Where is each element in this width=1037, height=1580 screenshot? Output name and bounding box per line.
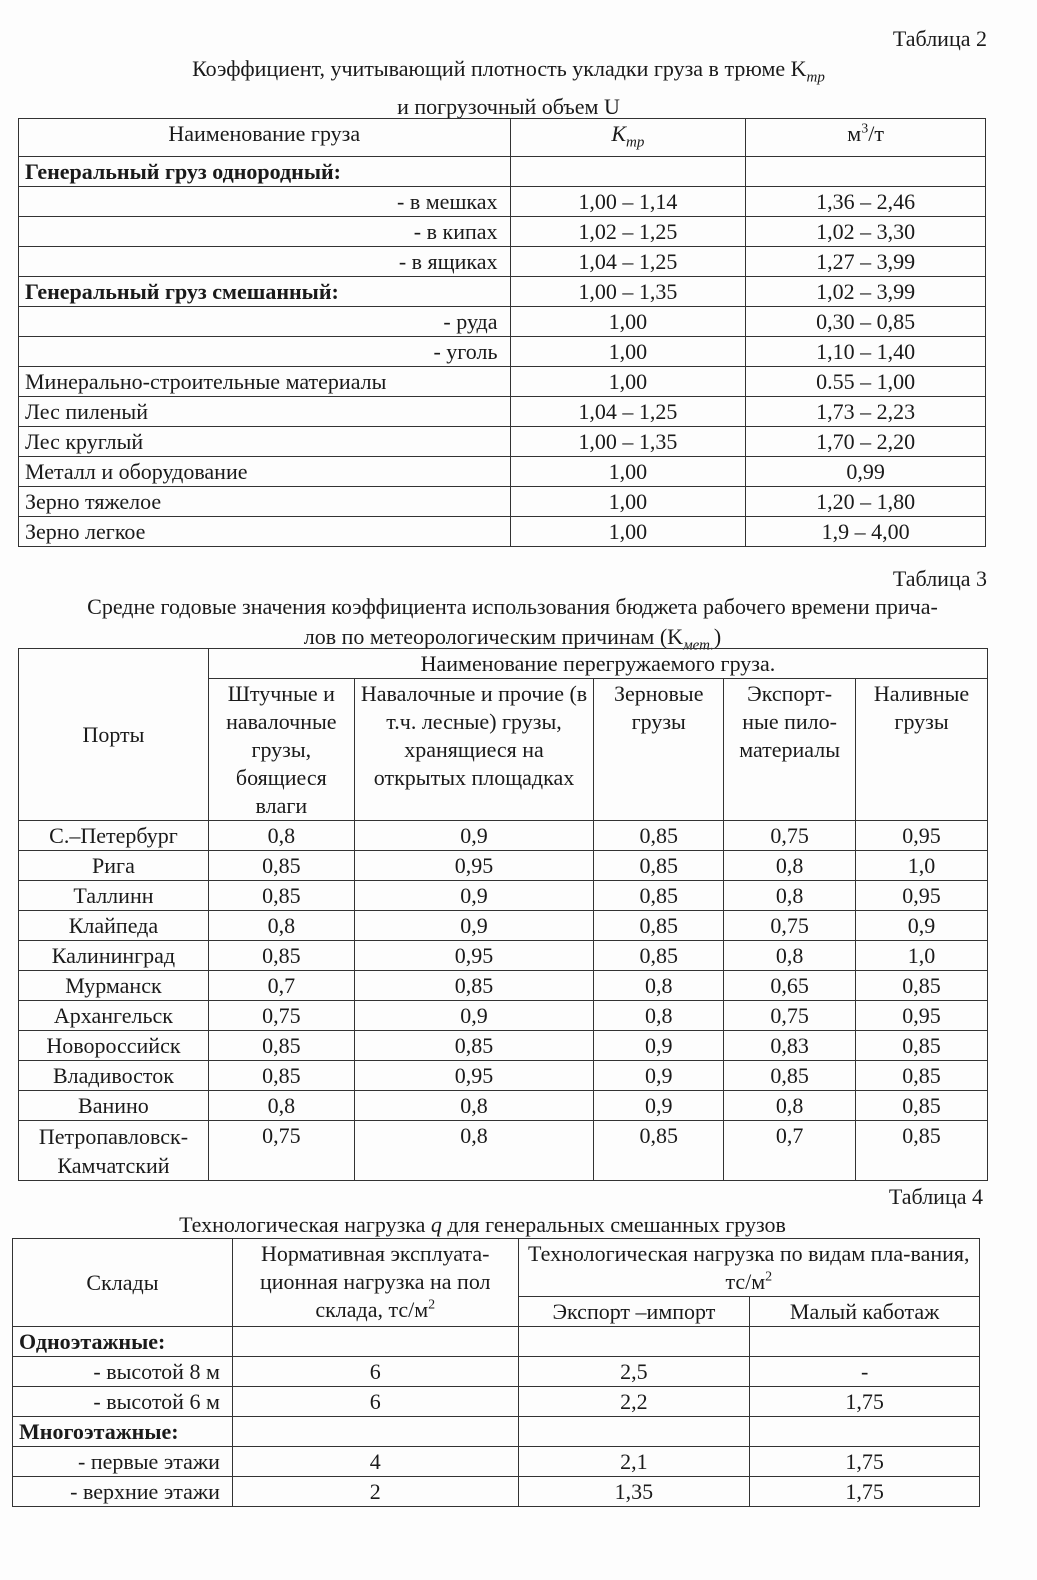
export-load-cell <box>518 1327 750 1357</box>
table3 <box>18 648 988 1181</box>
cargo-name-cell: - руда <box>19 307 511 337</box>
table-row <box>13 1417 980 1447</box>
coefficient-cell: 0,75 <box>208 1001 354 1031</box>
table2-header-k <box>510 119 746 157</box>
volume-value-cell: 1,02 – 3,99 <box>746 277 986 307</box>
coefficient-cell: 1,0 <box>856 851 988 881</box>
export-load-cell: 1,35 <box>518 1477 750 1507</box>
coefficient-cell: 0,8 <box>208 1091 354 1121</box>
coefficient-cell: 0,95 <box>856 821 988 851</box>
volume-value-cell: 1,10 – 1,40 <box>746 337 986 367</box>
table3-header-col2: Навалочные и прочие (в т.ч. лесные) грузы, хранящиеся на открытых площадках <box>354 679 594 821</box>
table-row <box>19 217 986 247</box>
port-name-cell: Архангельск <box>19 1001 209 1031</box>
cabotage-load-cell: - <box>750 1357 980 1387</box>
k-value-cell: 1,04 – 1,25 <box>510 247 746 277</box>
port-name-cell: Ванино <box>19 1091 209 1121</box>
coefficient-cell: 0,8 <box>724 851 856 881</box>
cargo-name-cell: - в ящиках <box>19 247 511 277</box>
cabotage-load-cell: 1,75 <box>750 1387 980 1417</box>
table-row <box>19 1061 988 1091</box>
coefficient-cell: 0,9 <box>594 1061 724 1091</box>
port-name-cell: С.–Петербург <box>19 821 209 851</box>
export-load-cell: 2,1 <box>518 1447 750 1477</box>
table-row <box>19 247 986 277</box>
table-row <box>13 1357 980 1387</box>
warehouse-name-cell: - верхние этажи <box>13 1477 233 1507</box>
cargo-name-cell: Зерно легкое <box>19 517 511 547</box>
coefficient-cell: 0,8 <box>724 941 856 971</box>
port-name-cell: Мурманск <box>19 971 209 1001</box>
coefficient-cell: 0,85 <box>208 881 354 911</box>
coefficient-cell: 0,75 <box>208 1121 354 1181</box>
table2-header-vol-sup: 3 <box>861 121 869 137</box>
table-row <box>19 911 988 941</box>
table3-title-end: ) <box>713 624 722 649</box>
coefficient-cell: 0,85 <box>208 941 354 971</box>
coefficient-cell: 0,75 <box>724 1001 856 1031</box>
coefficient-cell: 0,85 <box>208 1031 354 1061</box>
table2-header-k-text: K <box>611 121 627 146</box>
k-value-cell: 1,00 <box>510 367 746 397</box>
coefficient-cell: 0,83 <box>724 1031 856 1061</box>
coefficient-cell: 0,7 <box>724 1121 856 1181</box>
cargo-name-cell: Зерно тяжелое <box>19 487 511 517</box>
coefficient-cell: 0,95 <box>856 881 988 911</box>
coefficient-cell: 0,8 <box>208 821 354 851</box>
export-load-cell: 2,5 <box>518 1357 750 1387</box>
volume-value-cell: 0,99 <box>746 457 986 487</box>
table3-header-group: Наименование перегружаемого груза. <box>208 649 987 679</box>
cargo-name-cell: - в кипах <box>19 217 511 247</box>
k-value-cell: 1,00 – 1,14 <box>510 187 746 217</box>
port-name-cell: Рига <box>19 851 209 881</box>
coefficient-cell: 0,8 <box>594 971 724 1001</box>
coefficient-cell: 0,85 <box>594 941 724 971</box>
coefficient-cell: 0,9 <box>354 821 594 851</box>
coefficient-cell: 0,85 <box>856 1031 988 1061</box>
table4-header-tech-text: Технологическая нагрузка по видам пла-вания, тс/м <box>528 1241 970 1294</box>
table-row <box>13 1327 980 1357</box>
coefficient-cell: 0,8 <box>594 1001 724 1031</box>
table-row <box>19 821 988 851</box>
table3-header-row1 <box>19 649 988 679</box>
cargo-name-cell: Генеральный груз смешанный: <box>19 277 511 307</box>
cargo-name-cell: Лес круглый <box>19 427 511 457</box>
warehouse-name-cell: Одноэтажные: <box>13 1327 233 1357</box>
norm-load-cell: 2 <box>232 1477 518 1507</box>
table3-body <box>19 821 988 1181</box>
table4-title-a: Технологическая нагрузка <box>179 1212 431 1237</box>
table-row <box>19 1031 988 1061</box>
table-row <box>13 1447 980 1477</box>
k-value-cell: 1,00 <box>510 307 746 337</box>
volume-value-cell: 1,27 – 3,99 <box>746 247 986 277</box>
coefficient-cell: 0,85 <box>594 1121 724 1181</box>
table-row <box>19 427 986 457</box>
table-row <box>19 337 986 367</box>
volume-value-cell: 0.55 – 1,00 <box>746 367 986 397</box>
coefficient-cell: 0,65 <box>724 971 856 1001</box>
table3-header-col4: Экспорт-ные пило-материалы <box>724 679 856 821</box>
table-row <box>19 517 986 547</box>
norm-load-cell: 6 <box>232 1387 518 1417</box>
table4-title <box>0 1210 1001 1240</box>
norm-load-cell <box>232 1327 518 1357</box>
norm-load-cell: 4 <box>232 1447 518 1477</box>
coefficient-cell: 0,95 <box>856 1001 988 1031</box>
volume-value-cell: 1,36 – 2,46 <box>746 187 986 217</box>
port-name-cell: Таллинн <box>19 881 209 911</box>
warehouse-name-cell: - высотой 8 м <box>13 1357 233 1387</box>
table-row <box>19 397 986 427</box>
cabotage-load-cell: 1,75 <box>750 1447 980 1477</box>
coefficient-cell: 0,95 <box>354 941 594 971</box>
table-row <box>19 307 986 337</box>
table4-title-b: для генеральных смешанных грузов <box>441 1212 786 1237</box>
coefficient-cell: 0,95 <box>354 1061 594 1091</box>
coefficient-cell: 0,85 <box>856 971 988 1001</box>
coefficient-cell: 0,9 <box>594 1031 724 1061</box>
cabotage-load-cell <box>750 1327 980 1357</box>
table4-header-warehouses: Склады <box>13 1239 233 1327</box>
coefficient-cell: 0,95 <box>354 851 594 881</box>
coefficient-cell: 0,75 <box>724 911 856 941</box>
table4-header-norm <box>232 1239 518 1327</box>
coefficient-cell: 0,85 <box>594 851 724 881</box>
coefficient-cell: 0,85 <box>856 1121 988 1181</box>
table-row <box>19 457 986 487</box>
coefficient-cell: 0,9 <box>354 881 594 911</box>
table2-header-vol-text: м <box>847 121 862 146</box>
coefficient-cell: 1,0 <box>856 941 988 971</box>
cargo-name-cell: Генеральный груз однородный: <box>19 157 511 187</box>
table4-header-norm-text: Нормативная эксплуата-ционная нагрузка на пол склада, тс/м <box>259 1241 491 1322</box>
coefficient-cell: 0,8 <box>208 911 354 941</box>
table3-header-col5: Наливные грузы <box>856 679 988 821</box>
k-value-cell: 1,00 – 1,35 <box>510 277 746 307</box>
table2-body <box>19 157 986 547</box>
coefficient-cell: 0,9 <box>594 1091 724 1121</box>
coefficient-cell: 0,75 <box>724 821 856 851</box>
coefficient-cell: 0,85 <box>856 1091 988 1121</box>
table2 <box>18 118 986 547</box>
warehouse-name-cell: - первые этажи <box>13 1447 233 1477</box>
table2-title-line1: Коэффициент, учитывающий плотность укладки груза в трюме K <box>192 56 807 81</box>
table2-title-line2: и погрузочный объем U <box>397 94 620 120</box>
coefficient-cell: 0,85 <box>354 1031 594 1061</box>
port-name-cell: Калининград <box>19 941 209 971</box>
port-name-cell: Петропавловск-Камчатский <box>19 1121 209 1181</box>
coefficient-cell: 0,85 <box>594 821 724 851</box>
table-row <box>19 971 988 1001</box>
cargo-name-cell: Минерально-строительные материалы <box>19 367 511 397</box>
table2-header-row <box>19 119 986 157</box>
table-row <box>19 187 986 217</box>
k-value-cell: 1,02 – 1,25 <box>510 217 746 247</box>
cargo-name-cell: Лес пиленый <box>19 397 511 427</box>
table2-title-sub: тр <box>806 69 825 86</box>
warehouse-name-cell: Многоэтажные: <box>13 1417 233 1447</box>
table4-title-q: q <box>430 1212 442 1237</box>
cabotage-load-cell: 1,75 <box>750 1477 980 1507</box>
norm-load-cell <box>232 1417 518 1447</box>
table2-header-vol-unit: /т <box>868 121 884 146</box>
port-name-cell: Владивосток <box>19 1061 209 1091</box>
table-row <box>19 941 988 971</box>
volume-value-cell: 1,73 – 2,23 <box>746 397 986 427</box>
table3-label: Таблица 3 <box>892 566 987 591</box>
export-load-cell <box>518 1417 750 1447</box>
cargo-name-cell: - уголь <box>19 337 511 367</box>
coefficient-cell: 0,9 <box>354 911 594 941</box>
coefficient-cell: 0,85 <box>208 851 354 881</box>
k-value-cell <box>510 157 746 187</box>
table4-header-norm-sup: 2 <box>428 1297 436 1313</box>
table-row <box>13 1387 980 1417</box>
coefficient-cell: 0,8 <box>724 881 856 911</box>
table3-header-ports: Порты <box>19 649 209 821</box>
k-value-cell: 1,00 <box>510 487 746 517</box>
table4-header-row1 <box>13 1239 980 1297</box>
table2-header-k-sub: тр <box>626 134 645 151</box>
k-value-cell: 1,00 <box>510 337 746 367</box>
volume-value-cell: 1,70 – 2,20 <box>746 427 986 457</box>
table-row <box>13 1477 980 1507</box>
table4-label: Таблица 4 <box>888 1184 983 1209</box>
table-row <box>19 1091 988 1121</box>
coefficient-cell: 0,8 <box>354 1091 594 1121</box>
table4-header-tech-sup: 2 <box>765 1269 773 1285</box>
export-load-cell: 2,2 <box>518 1387 750 1417</box>
table2-header-name: Наименование груза <box>19 119 511 157</box>
coefficient-cell: 0,9 <box>856 911 988 941</box>
volume-value-cell <box>746 157 986 187</box>
coefficient-cell: 0,85 <box>208 1061 354 1091</box>
port-name-cell: Новороссийск <box>19 1031 209 1061</box>
cargo-name-cell: - в мешках <box>19 187 511 217</box>
volume-value-cell: 1,20 – 1,80 <box>746 487 986 517</box>
table3-title-line2: лов по метеорологическим причинам (K <box>303 624 684 649</box>
volume-value-cell: 1,9 – 4,00 <box>746 517 986 547</box>
volume-value-cell: 1,02 – 3,30 <box>746 217 986 247</box>
coefficient-cell: 0,9 <box>354 1001 594 1031</box>
coefficient-cell: 0,85 <box>354 971 594 1001</box>
table-row <box>19 1001 988 1031</box>
cargo-name-cell: Металл и оборудование <box>19 457 511 487</box>
table4-body <box>13 1327 980 1507</box>
port-name-cell: Клайпеда <box>19 911 209 941</box>
table3-header-col1: Штучные и навалочные грузы, боящиеся влаги <box>208 679 354 821</box>
k-value-cell: 1,00 <box>510 457 746 487</box>
coefficient-cell: 0,85 <box>856 1061 988 1091</box>
table3-title-line1: Средне годовые значения коэффициента использования бюджета рабочего времени прича- <box>87 594 938 619</box>
k-value-cell: 1,04 – 1,25 <box>510 397 746 427</box>
table-row <box>19 881 988 911</box>
coefficient-cell: 0,85 <box>724 1061 856 1091</box>
table3-header-col3: Зерновые грузы <box>594 679 724 821</box>
table2-label: Таблица 2 <box>892 26 987 51</box>
table-row <box>19 487 986 517</box>
coefficient-cell: 0,85 <box>594 881 724 911</box>
norm-load-cell: 6 <box>232 1357 518 1387</box>
table-row <box>19 851 988 881</box>
table-row <box>19 1121 988 1181</box>
table2-title <box>0 54 1027 122</box>
table4-header-cabotage: Малый каботаж <box>750 1297 980 1327</box>
table4 <box>12 1238 980 1507</box>
k-value-cell: 1,00 – 1,35 <box>510 427 746 457</box>
k-value-cell: 1,00 <box>510 517 746 547</box>
volume-value-cell: 0,30 – 0,85 <box>746 307 986 337</box>
coefficient-cell: 0,7 <box>208 971 354 1001</box>
table4-header-export: Экспорт –импорт <box>518 1297 750 1327</box>
warehouse-name-cell: - высотой 6 м <box>13 1387 233 1417</box>
coefficient-cell: 0,8 <box>354 1121 594 1181</box>
table-row <box>19 157 986 187</box>
table-row <box>19 277 986 307</box>
table3-title-sub: мет. <box>683 637 714 654</box>
table-row <box>19 367 986 397</box>
cabotage-load-cell <box>750 1417 980 1447</box>
table4-header-tech <box>518 1239 979 1297</box>
coefficient-cell: 0,85 <box>594 911 724 941</box>
table2-header-vol <box>746 119 986 157</box>
coefficient-cell: 0,8 <box>724 1091 856 1121</box>
